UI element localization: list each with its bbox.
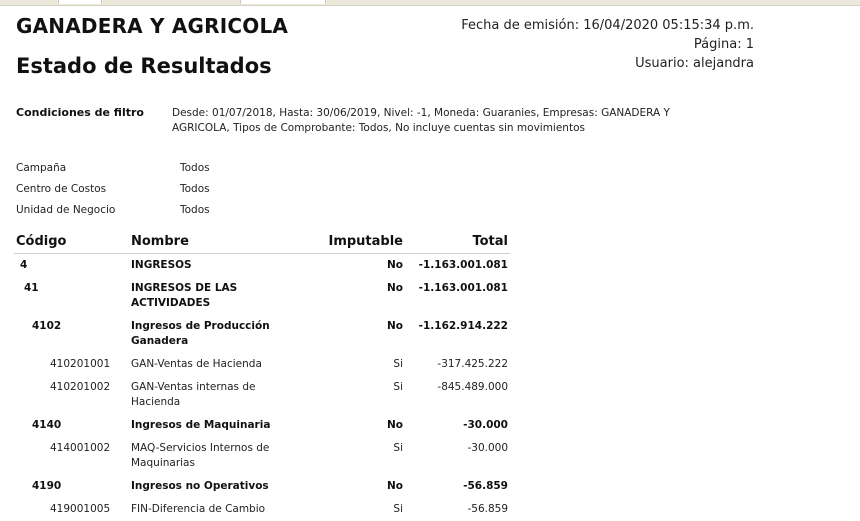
table-row [14,498,510,521]
account-total: -30.000 [463,419,508,431]
dimension-label: Centro de Costos [16,183,107,195]
account-name: Ingresos de Producción Ganadera [131,320,270,347]
column-header-name: Nombre [129,230,309,254]
account-total: -845.489.000 [437,381,508,393]
account-name: FIN-Diferencia de Cambio [131,503,266,515]
account-name: GAN-Ventas de Hacienda [131,358,262,370]
table-row [14,414,510,437]
table-row [14,475,510,498]
account-code: 410201002 [50,381,111,393]
account-imputable: No [386,419,403,431]
account-name: Ingresos no Operativos [131,480,269,492]
account-imputable: Si [393,503,403,515]
account-code: 4 [20,259,28,271]
tab-slot[interactable] [240,0,326,4]
account-code: 419001005 [50,503,111,515]
account-imputable: No [386,282,403,294]
dimension-label: Campaña [16,162,67,174]
account-imputable: Si [393,442,403,454]
page-number: Página: 1 [693,37,754,52]
account-code: 4190 [32,480,62,492]
report-meta [461,16,754,73]
dimension-value: Todos [180,162,210,174]
account-code: 4140 [32,419,62,431]
account-imputable: Si [393,381,403,393]
emission-date: Fecha de emisión: 16/04/2020 05:15:34 p.m. [461,18,754,33]
report-title: Estado de Resultados [16,54,272,78]
account-total: -56.859 [463,480,508,492]
table-row [14,437,510,475]
table-row [14,254,510,278]
filter-conditions-text: Desde: 01/07/2018, Hasta: 30/06/2019, Nivel: -1, Moneda: Guaranies, Empresas: GANADERA Y AGRICOLA, Tipos de Comprobante: Todos, No incluye cuentas sin movimientos [172,107,670,134]
table-header-row [14,230,510,254]
dimension-value: Todos [180,183,210,195]
account-total: -1.162.914.222 [418,320,508,332]
account-name: Ingresos de Maquinaria [131,419,271,431]
account-code: 414001002 [50,442,111,454]
account-total: -56.859 [467,503,508,515]
account-code: 4102 [32,320,62,332]
account-name: INGRESOS [131,259,192,271]
filter-conditions-label: Condiciones de filtro [16,106,144,119]
column-header-total: Total [405,230,510,254]
account-name: MAQ-Servicios Internos de Maquinarias [131,442,270,469]
account-imputable: No [386,259,403,271]
column-header-code: Código [14,230,129,254]
dimension-value: Todos [180,204,210,216]
tab-slot[interactable] [58,0,102,4]
account-total: -317.425.222 [437,358,508,370]
column-header-imputable: Imputable [309,230,405,254]
account-imputable: No [386,320,403,332]
table-row [14,376,510,414]
user-name: Usuario: alejandra [635,56,754,71]
account-name: GAN-Ventas internas de Hacienda [131,381,256,408]
table-row [14,353,510,376]
table-row [14,315,510,353]
account-imputable: Si [393,358,403,370]
account-code: 410201001 [50,358,111,370]
account-code: 41 [24,282,39,294]
table-row [14,277,510,315]
account-imputable: No [386,480,403,492]
dimension-label: Unidad de Negocio [16,204,116,216]
top-tab-strip [0,0,860,6]
account-name: INGRESOS DE LAS ACTIVIDADES [131,282,238,309]
account-total: -1.163.001.081 [418,282,508,294]
accounts-table [14,230,510,521]
account-total: -1.163.001.081 [418,259,508,271]
account-total: -30.000 [467,442,508,454]
company-name: GANADERA Y AGRICOLA [16,14,289,38]
